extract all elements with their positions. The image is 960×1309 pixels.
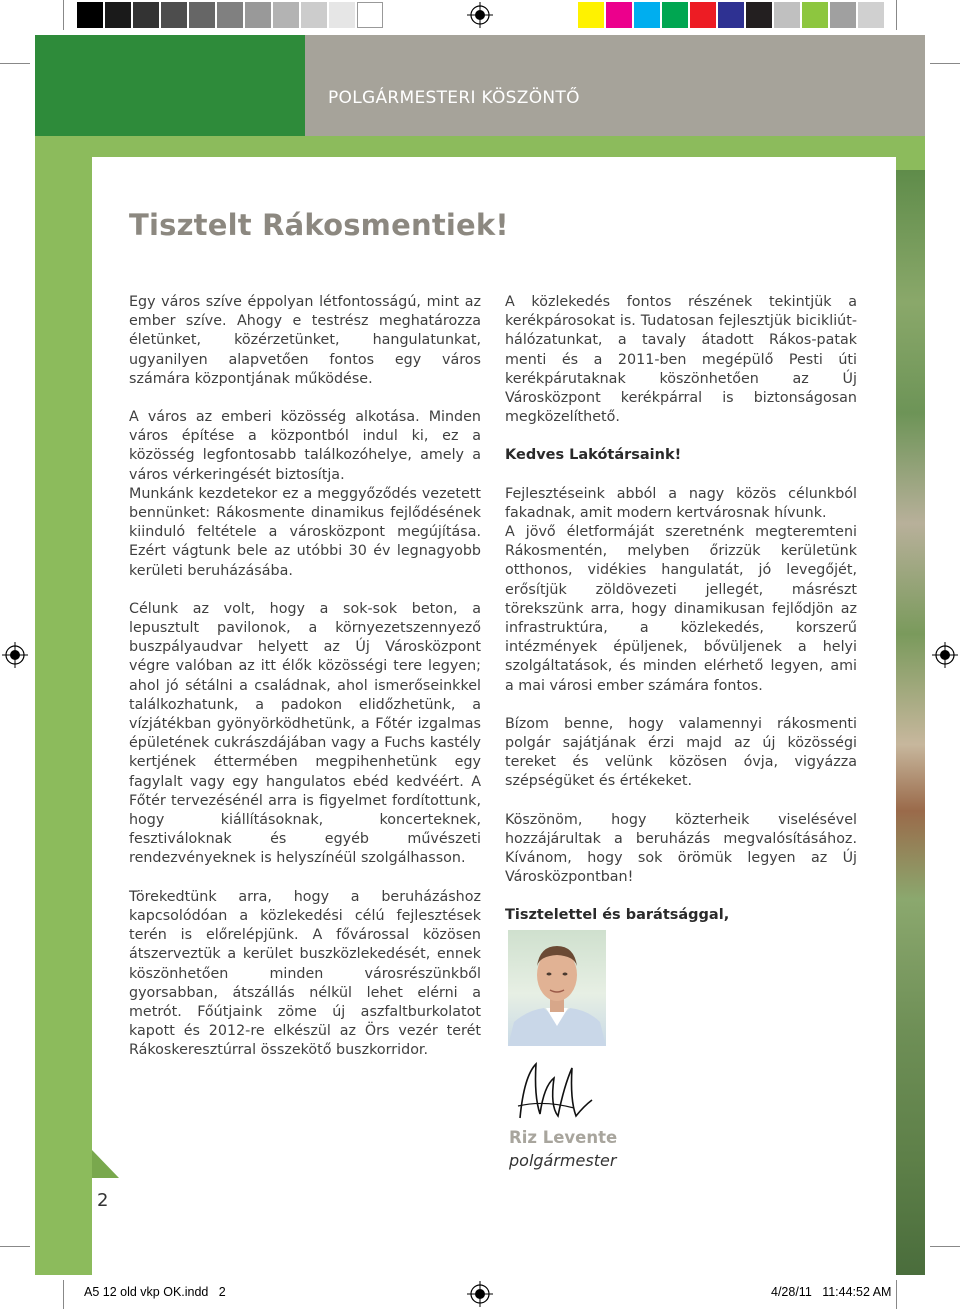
paragraph: Célunk az volt, hogy a sok-sok beton, a lepusztult pavilonok, a környezetszennyező buszpályaudvar helyett az Új Városközpont végre valóban az itt élők közösségi tere legyen; ahol jó sétálni a családnak, ahol ismerőseinkkel találkozhatunk, a padokon elidőzhetünk, a vízjátékban gyönyörködhetünk, a Főtér izgalmas épületének cukrászdájában vagy a Fuchs kastély kertjének éttermében megpihenhetünk egy fagylalt vagy egy hangulatos ebéd kedvéért. A Főtér tervezésénél arra is figyelmet fordítottunk, hogy kiállításoknak, koncerteknek, fesztiváloknak és egyéb művészeti rendezvényeknek is helyszínéül szolgálhasson. xyxy=(129,600,481,867)
color-swatch xyxy=(718,2,744,28)
paragraph: Munkánk kezdetekor ez a meggyőződés vezetett bennünket: Rákosmente dinamikus fejlődésének kiinduló feltétele a városközpont megújítása. Ezért vágtunk bele az utóbbi 30 év legnagyobb kerületi beruházásába. xyxy=(129,485,481,579)
color-swatch xyxy=(133,2,159,28)
color-swatch xyxy=(606,2,632,28)
color-swatch xyxy=(774,2,800,28)
page-corner-decoration xyxy=(92,1150,119,1178)
slug-timestamp: 4/28/11 11:44:52 AM xyxy=(771,1285,892,1299)
crop-mark xyxy=(896,0,897,30)
signer-role: polgármester xyxy=(509,1151,617,1170)
crop-mark xyxy=(896,1280,897,1309)
registration-mark-icon xyxy=(467,1281,493,1307)
signer-name: Riz Levente xyxy=(509,1128,618,1147)
salutation: Kedves Lakótársaink! xyxy=(505,447,682,464)
grayscale-color-bar xyxy=(77,2,385,28)
paragraph: A város az emberi közösség alkotása. Minden város építése a központból indul ki, ez a közösség legfontosabb találkozóhelye, amely a város vérkeringését biztosítja. xyxy=(129,409,481,483)
header-grey-block xyxy=(305,35,925,136)
paragraph: Bízom benne, hogy valamennyi rákosmenti polgár sajátjának érzi majd az új közösségi tereket és velünk közösen óvja, vigyázza szépségüket és értékeket. xyxy=(505,715,857,790)
color-swatch xyxy=(830,2,856,28)
paragraph: Törekedtünk arra, hogy a beruházáshoz kapcsolódóan a közlekedési célú fejlesztések terén is előrelépjünk. A fővárossal közösen átszerveztük a kerület buszközlekedését, ennek köszönhetően minden városrészünkből gyorsabban, átszállás nélkül lehet elérni a metrót. Főútjaink zöme új aszfaltburkolatot kapott és 2012-re elkészül az Örs vezér terét Rákoskeresztúrral összekötő buszkorridor. xyxy=(129,888,481,1059)
registration-mark-icon xyxy=(467,2,493,28)
color-swatch xyxy=(690,2,716,28)
color-swatch xyxy=(578,2,604,28)
section-title: POLGÁRMESTERI KÖSZÖNTŐ xyxy=(328,88,580,108)
closing-line: Tisztelettel és barátsággal, xyxy=(505,907,730,924)
registration-mark-icon xyxy=(932,642,958,668)
paragraph: Köszönöm, hogy közterheik viselésével hozzájárultak a beruházás megvalósításához. Kívánom, hogy sok örömük legyen az Új Városközpontban! xyxy=(505,811,857,886)
color-swatch xyxy=(301,2,327,28)
slug-filename: A5 12 old vkp OK.indd 2 xyxy=(84,1285,226,1299)
header-green-block xyxy=(35,35,305,136)
color-swatch xyxy=(217,2,243,28)
paragraph: Egy város szíve éppolyan létfontosságú, mint az ember szíve. Ahogy e testrész meghatározza életünket, közérzetünket, hangulatunkat, ugyanilyen alapvetően fontos egy város számára központjának működése. xyxy=(129,294,481,387)
color-swatch xyxy=(105,2,131,28)
signature-icon xyxy=(514,1056,596,1132)
color-swatch xyxy=(245,2,271,28)
park-photo-strip xyxy=(896,170,925,1275)
color-swatch xyxy=(746,2,772,28)
right-column xyxy=(505,293,857,945)
page-title: Tisztelt Rákosmentiek! xyxy=(129,208,509,242)
crop-mark xyxy=(63,0,64,30)
crop-mark xyxy=(930,1246,960,1247)
color-swatch xyxy=(634,2,660,28)
color-swatch xyxy=(858,2,884,28)
page-number: 2 xyxy=(97,1190,109,1211)
paragraph: A jövő életformáját szeretnénk megteremteni Rákosmentén, melyben őrizzük kerületünk otthonos, vidékies hangulatát, jó levegőjét, erősítjük zöldövezeti jellegét, másrészt törekszünk arra, hogy dinamikusan fejlődjön az infrastruktúra, a közlekedés, korszerű intézmények épüljenek, bővüljenek a helyi szolgáltatások, és minden elérhető legyen, ami a mai városi ember számára fontos. xyxy=(505,524,857,694)
left-column xyxy=(129,293,481,1080)
color-swatch xyxy=(161,2,187,28)
registration-mark-icon xyxy=(2,642,28,668)
mayor-portrait xyxy=(508,930,606,1046)
color-swatch xyxy=(357,2,383,28)
crop-mark xyxy=(930,63,960,64)
color-swatch xyxy=(77,2,103,28)
color-swatch xyxy=(273,2,299,28)
color-swatch xyxy=(802,2,828,28)
color-swatch xyxy=(662,2,688,28)
crop-mark xyxy=(63,1280,64,1309)
paragraph: Fejlesztéseink abból a nagy közös célunkból fakadnak, amit modern kertvárosnak hívunk. xyxy=(505,485,857,521)
crop-mark xyxy=(0,63,30,64)
crop-mark xyxy=(0,1246,30,1247)
color-swatch xyxy=(329,2,355,28)
color-swatch xyxy=(189,2,215,28)
paragraph: A közlekedés fontos részének tekintjük a kerékpárosokat is. Tudatosan fejlesztjük bicikliút-hálózatunkat, a tavaly átadott Rákos-patak menti és a 2011-ben megépülő Pesti úti kerékpárutaknak köszönhetően az Új Városközpont kerékpárral is biztonságosan megközelíthető. xyxy=(505,294,857,426)
process-color-bar xyxy=(578,2,886,28)
